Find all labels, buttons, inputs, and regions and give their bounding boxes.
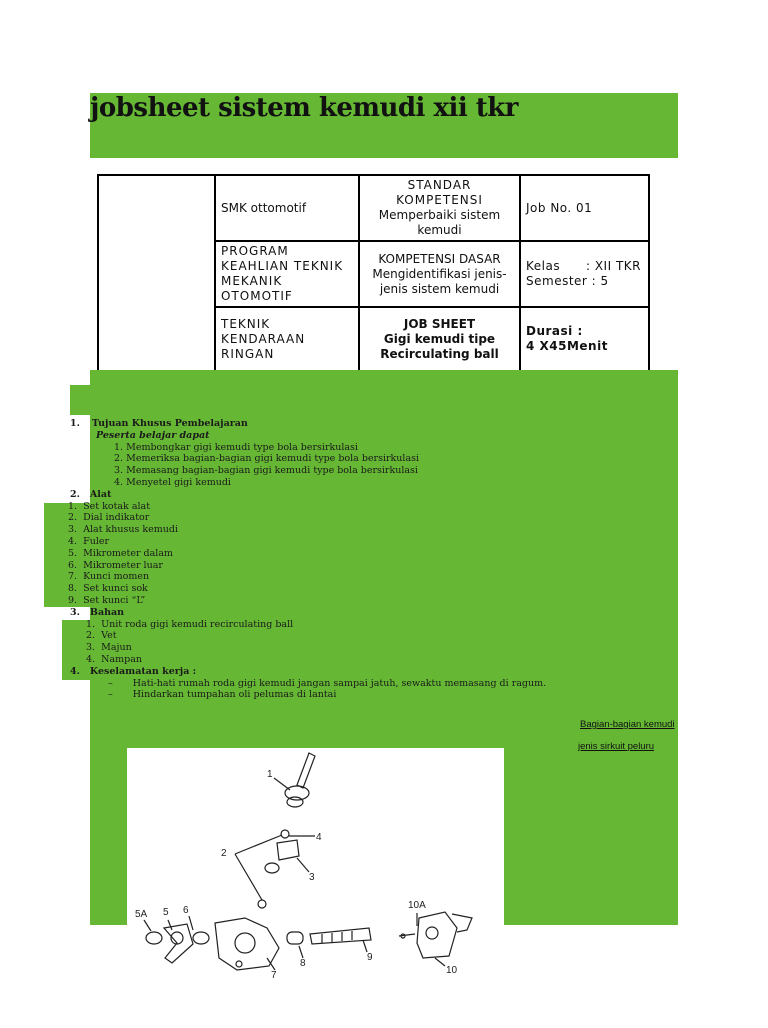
list-item: 1. Set kotak alat — [68, 500, 151, 512]
department-cell: TEKNIK KENDARAAN RINGAN — [215, 307, 359, 371]
diagram-label-10a: 10A — [408, 900, 426, 911]
list-item: 5. Mikrometer dalam — [68, 547, 173, 559]
diagram-label-9: 9 — [367, 952, 373, 963]
diagram-label-1: 1 — [267, 769, 273, 780]
part-2-bearing — [281, 830, 289, 838]
part-6 — [193, 932, 209, 944]
diagram-label-3: 3 — [309, 872, 315, 883]
part-9-ball-nut — [310, 928, 371, 944]
list-item: 8. Set kunci sok — [68, 583, 148, 595]
section-heading: 1. Tujuan Khusus Pembelajaran — [70, 418, 248, 429]
list-item: 2. Memeriksa bagian-bagian gigi kemudi type bola bersirkulasi — [114, 453, 420, 465]
job-number-cell: Job No. 01 — [520, 175, 649, 241]
part-10-cover — [417, 912, 457, 958]
list-item: 3. Alat khusus kemudi — [68, 524, 179, 536]
logo-cell — [98, 175, 215, 371]
diagram-label-4: 4 — [316, 832, 322, 843]
list-item: 2. Dial indikator — [68, 512, 150, 524]
diagram-label-7: 7 — [271, 970, 277, 981]
list-item: 9. Set kunci “L” — [68, 594, 146, 606]
diagram-label-10: 10 — [446, 965, 458, 976]
list-item: 3. Memasang bagian-bagian gigi kemudi type bola bersirkulasi — [114, 465, 418, 477]
link-bagian-bagian-kemudi[interactable]: Bagian-bagian kemudi — [580, 719, 675, 730]
list-item: 4. Menyetel gigi kemudi — [114, 476, 231, 488]
part-8 — [287, 932, 303, 944]
section-heading: 2. Alat — [70, 488, 112, 500]
link-jenis-sirkuit-peluru[interactable]: jenis sirkuit peluru — [578, 741, 655, 752]
diagram-label-8: 8 — [300, 958, 306, 969]
list-item: 2. Vet — [86, 630, 117, 642]
section-heading: 3. Bahan — [70, 606, 125, 618]
job-sheet-cell: JOB SHEET Gigi kemudi tipe Recirculating ball — [359, 307, 520, 371]
section-subheading: Peserta belajar dapat — [96, 429, 210, 441]
school-cell: SMK ottomotif — [215, 175, 359, 241]
steering-gear-diagram — [127, 748, 504, 1024]
list-item: – Hindarkan tumpahan oli pelumas di lantai — [108, 689, 337, 701]
part-1-coupling — [285, 786, 309, 800]
basic-competency-cell: KOMPETENSI DASAR Mengidentifikasi jenis-jenis sistem kemudi — [359, 241, 520, 307]
list-item: 4. Nampan — [86, 653, 142, 665]
part-3-worm — [277, 840, 299, 860]
program-cell: PROGRAM KEAHLIAN TEKNIK MEKANIK OTOMOTIF — [215, 241, 359, 307]
page-title: jobsheet sistem kemudi xii tkr — [90, 93, 518, 123]
duration-cell: Durasi : 4 X45Menit — [520, 307, 649, 371]
list-item: 6. Mikrometer luar — [68, 559, 163, 571]
diagram-label-5: 5 — [163, 907, 169, 918]
info-table — [97, 174, 650, 372]
content-background-strip — [70, 385, 92, 415]
competency-standard-cell: STANDAR KOMPETENSI Memperbaiki sistem kemudi — [359, 175, 520, 241]
jobsheet-content — [70, 418, 690, 701]
list-item: 7. Kunci momen — [68, 571, 150, 583]
list-item: 1. Membongkar gigi kemudi type bola bersirkulasi — [114, 441, 358, 453]
part-1-shaft — [297, 753, 315, 788]
section-heading: 4. Keselamatan kerja : — [70, 665, 197, 677]
part-5a — [146, 932, 162, 944]
class-cell: Kelas : XII TKR Semester : 5 — [520, 241, 649, 307]
diagram-label-6: 6 — [183, 905, 189, 916]
exploded-view-drawing — [127, 748, 504, 1024]
list-item: – Hati-hati rumah roda gigi kemudi jangan sampai jatuh, sewaktu memasang di ragum. — [108, 677, 547, 689]
list-item: 4. Fuler — [68, 535, 110, 547]
list-item: 3. Majun — [86, 642, 132, 654]
diagram-label-5a: 5A — [135, 909, 148, 920]
list-item: 1. Unit roda gigi kemudi recirculating ball — [86, 618, 294, 630]
diagram-label-2: 2 — [221, 848, 227, 859]
